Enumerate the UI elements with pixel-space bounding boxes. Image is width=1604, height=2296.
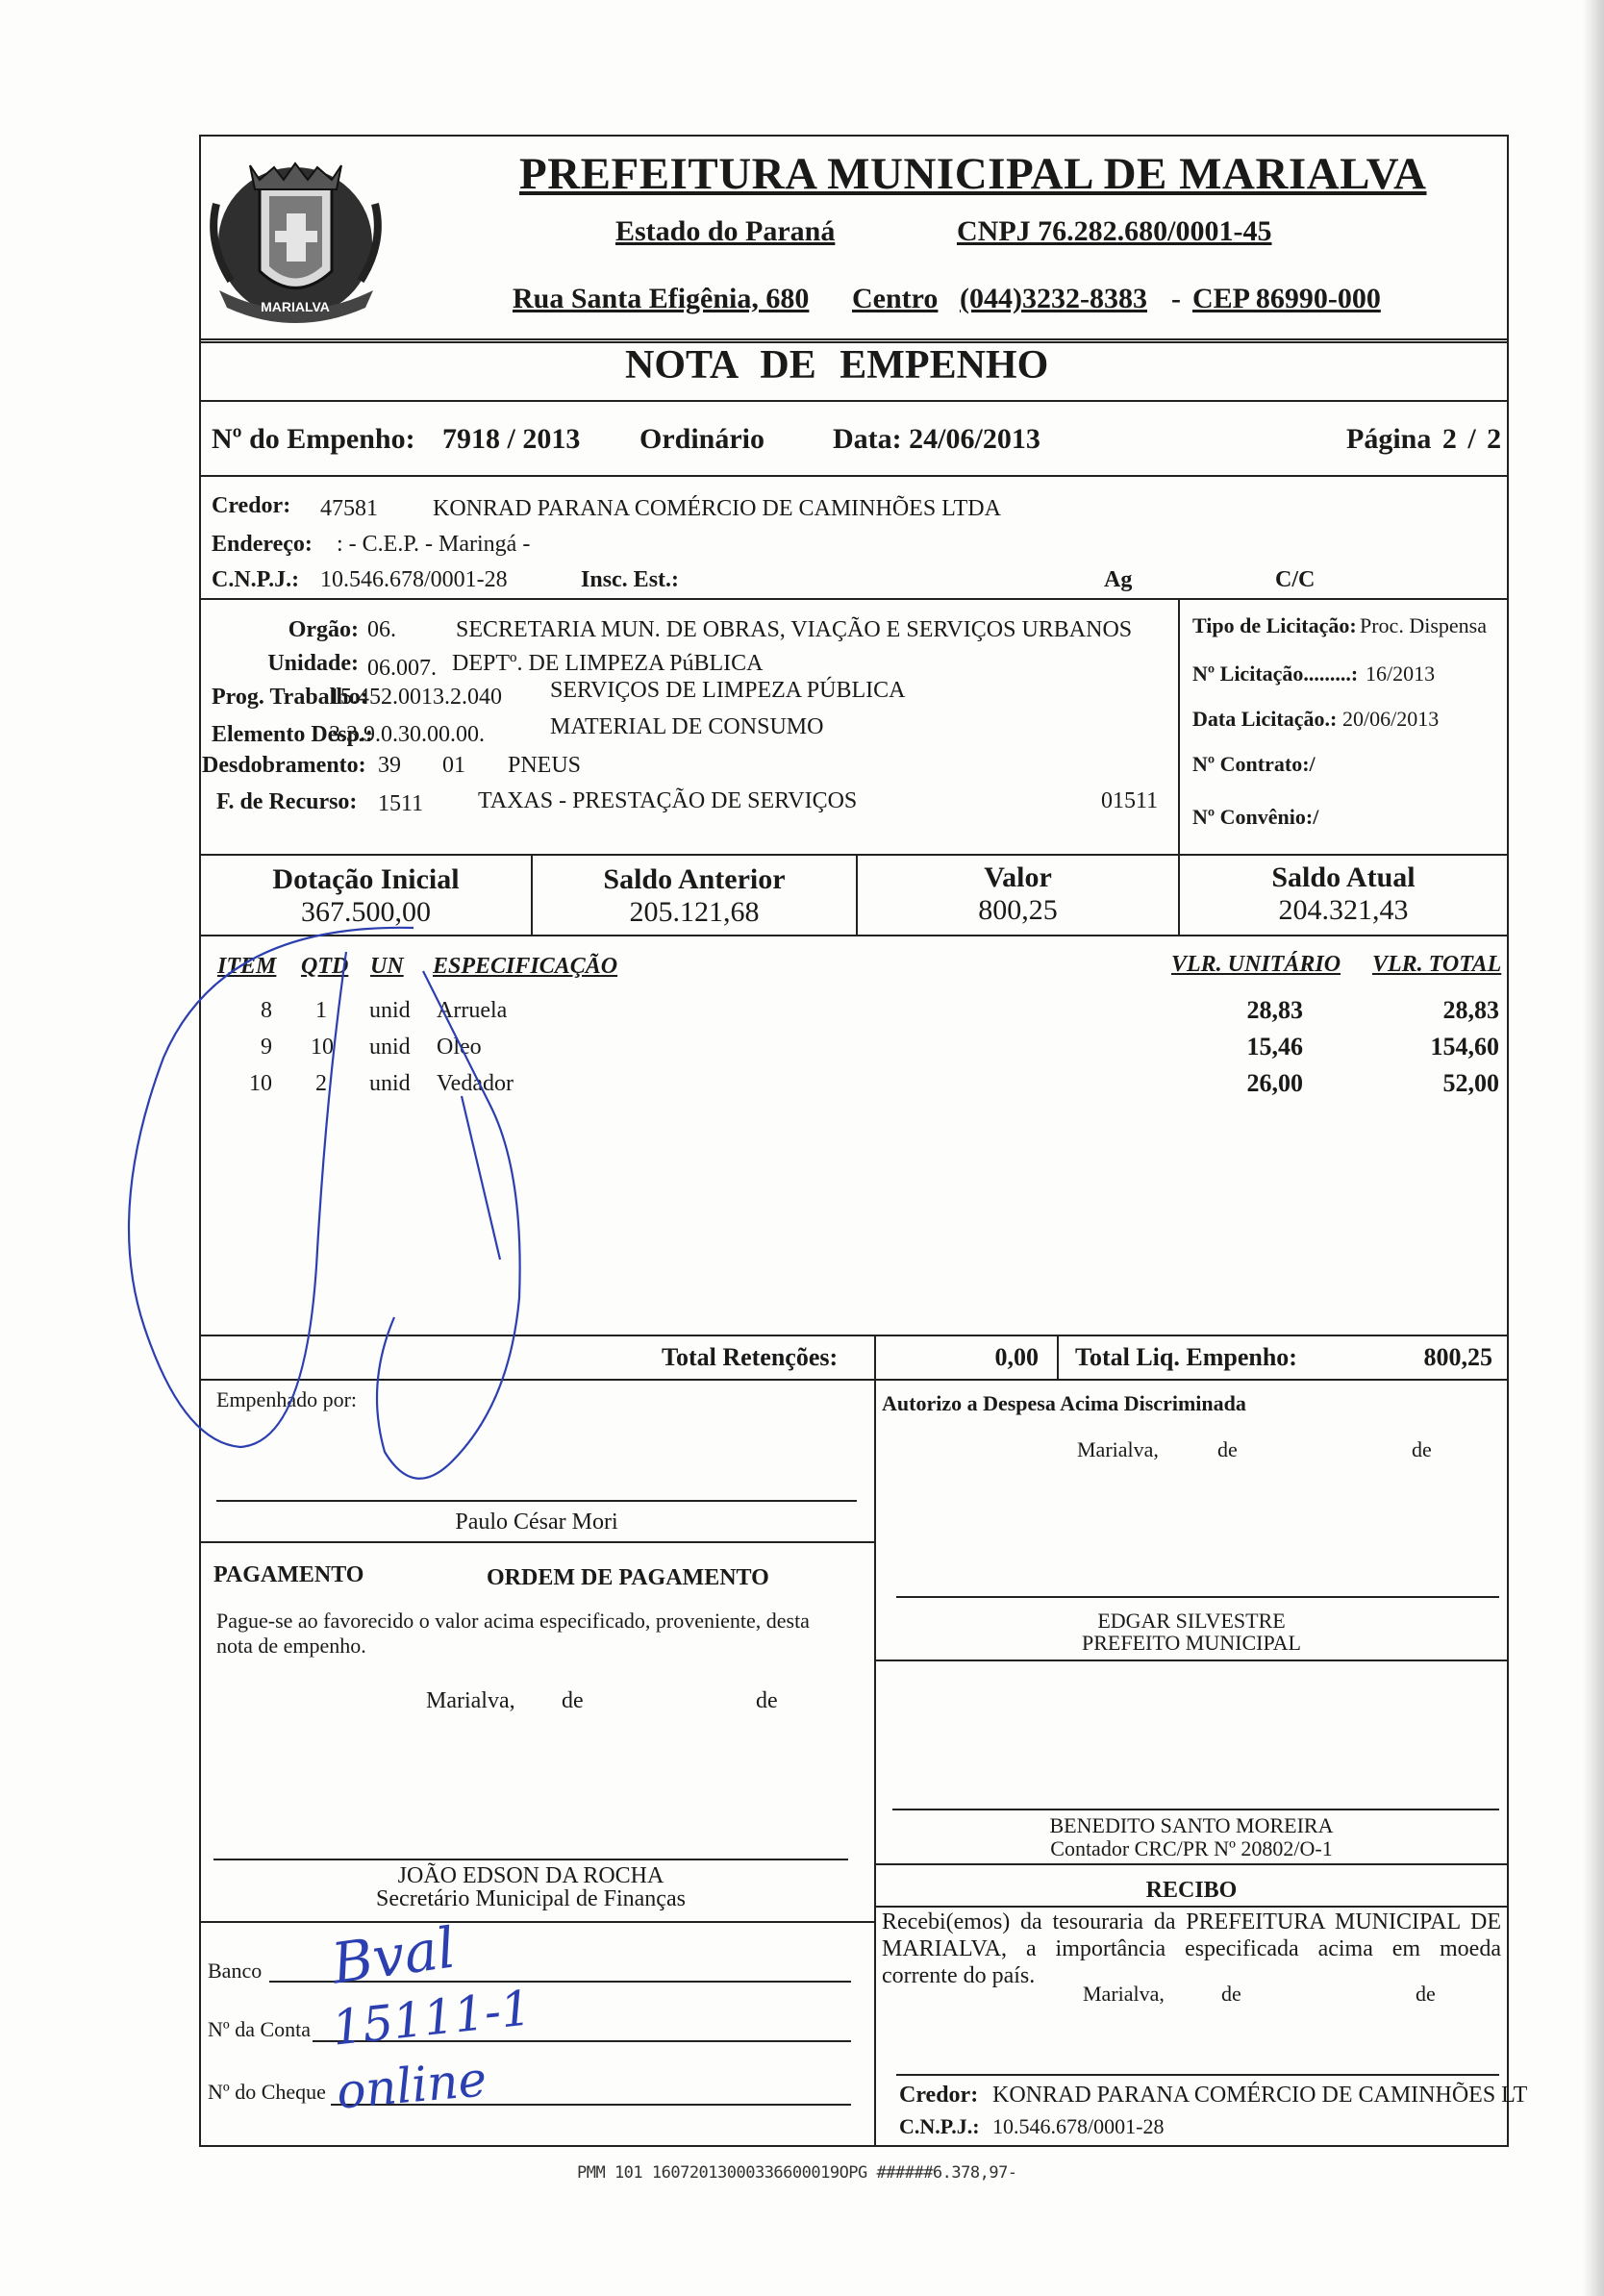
autorizo-de2: de — [1412, 1437, 1432, 1461]
col-qtd: QTD — [301, 954, 349, 979]
autorizo-label: Autorizo a Despesa Acima Discriminada — [882, 1391, 1246, 1415]
col-un: UN — [370, 954, 404, 979]
header-state: Estado do Paraná — [615, 215, 836, 247]
endereco-value: : - C.E.P. - Maringá - — [337, 532, 531, 557]
pagamento-text: Pague-se ao favorecido o valor acima especificado, proveniente, desta nota de empenho. — [216, 1609, 810, 1658]
prog-desc: SERVIÇOS DE LIMPEZA PÚBLICA — [550, 678, 906, 703]
secretario-line — [213, 1859, 848, 1860]
empenho-page: Página 2 / 2 — [1346, 423, 1502, 455]
cell-qtd: 1 — [315, 998, 327, 1023]
rec-desc: TAXAS - PRESTAÇÃO DE SERVIÇOS — [478, 788, 858, 813]
doc-title: NOTA DE EMPENHO — [625, 343, 1049, 387]
ret-label: Total Retenções: — [662, 1343, 839, 1371]
header-district: Centro — [852, 283, 939, 314]
data-licitacao-label: Data Licitação.: — [1192, 707, 1338, 731]
desd-desc: PNEUS — [508, 753, 582, 778]
desd-code: 39 — [378, 753, 401, 778]
recibo-de2: de — [1416, 1982, 1436, 2006]
desd-label: Desdobramento: — [202, 753, 366, 778]
contador-name: BENEDITO SANTO MOREIRA — [1049, 1813, 1334, 1837]
recibo-text: Recebi(emos) da tesouraria da PREFEITURA MUNICIPAL DE MARIALVA, a importância especificada acima em moeda corrente do país. — [882, 1909, 1501, 1988]
cell-unit: 15,46 — [1246, 1033, 1303, 1061]
cell-spec: Vedador — [437, 1071, 514, 1096]
header-phone: (044)3232-8383 — [960, 283, 1147, 314]
cell-un: unid — [369, 1071, 411, 1096]
recibo-line — [896, 2074, 1499, 2076]
secretario-title: Secretário Municipal de Finanças — [376, 1886, 686, 1911]
tipo-licitacao-value: Proc. Dispensa — [1360, 613, 1487, 637]
cnpj-label: C.N.P.J.: — [212, 567, 300, 592]
table-row — [199, 1035, 1509, 1065]
empenho-label: Nº do Empenho: — [212, 423, 415, 455]
credor-label: Credor: — [212, 493, 291, 518]
totals-box — [199, 1335, 1509, 1381]
cell-spec: Oleo — [437, 1035, 482, 1060]
contrato-label: Nº Contrato:/ — [1192, 752, 1316, 776]
banco-label: Banco — [208, 1959, 263, 1983]
conta-handwriting: 15111-1 — [329, 1980, 535, 2057]
atual-label: Saldo Atual — [1271, 861, 1416, 893]
header-title: PREFEITURA MUNICIPAL DE MARIALVA — [519, 149, 1427, 199]
empenho-date: Data: 24/06/2013 — [833, 423, 1040, 455]
cell-total: 52,00 — [1442, 1069, 1499, 1097]
prog-code: 15.452.0013.2.040 — [329, 685, 502, 710]
rec-label: F. de Recurso: — [216, 789, 358, 814]
autorizo-de1: de — [1217, 1437, 1238, 1461]
elem-code: 3.3.9.0.30.00.00. — [329, 722, 485, 747]
cheque-label: Nº do Cheque — [208, 2080, 326, 2104]
recibo-de1: de — [1221, 1982, 1241, 2006]
contador-title: Contador CRC/PR Nº 20802/O-1 — [1050, 1836, 1333, 1860]
recibo-title: RECIBO — [1145, 1878, 1238, 1903]
totals-div-2 — [1057, 1336, 1059, 1379]
empenho-type: Ordinário — [639, 423, 765, 455]
secretario-name: JOÃO EDSON DA ROCHA — [397, 1863, 664, 1888]
empenhado-name: Paulo César Mori — [455, 1510, 618, 1535]
rec-code: 1511 — [378, 791, 424, 816]
empenho-number: 7918 / 2013 — [442, 423, 581, 455]
ret-value: 0,00 — [994, 1343, 1039, 1371]
elem-label: Elemento Desp.: — [212, 722, 373, 747]
valor-label: Valor — [984, 861, 1052, 893]
cell-item: 8 — [261, 998, 272, 1023]
prog-label: Prog. Trabalho: — [212, 685, 368, 710]
cell-un: unid — [369, 1035, 411, 1060]
header-dash: - — [1171, 283, 1181, 314]
banco-handwriting: Bval — [327, 1914, 460, 1997]
page-edge — [1583, 0, 1604, 2296]
cnpj-value: 10.546.678/0001-28 — [320, 567, 508, 592]
rec-extra: 01511 — [1101, 788, 1159, 813]
cell-un: unid — [369, 998, 411, 1023]
cell-spec: Arruela — [437, 998, 508, 1023]
anterior-label: Saldo Anterior — [603, 863, 786, 895]
orgao-code: 06. — [367, 617, 396, 642]
header-address: Rua Santa Efigênia, 680 — [513, 283, 810, 314]
cell-qtd: 10 — [311, 1035, 334, 1060]
atual-value: 204.321,43 — [1278, 894, 1409, 926]
unidade-label: Unidade: — [267, 651, 359, 676]
recibo-sep — [876, 1906, 1507, 1908]
cell-unit: 26,00 — [1246, 1069, 1303, 1097]
credor-name: KONRAD PARANA COMÉRCIO DE CAMINHÕES LTDA — [433, 496, 1001, 521]
recibo-cnpj-label: C.N.P.J.: — [899, 2114, 980, 2138]
orcamento-divider — [1178, 600, 1180, 854]
footer-code: PMM 101 16072013000336600019OPG ######6.378,97- — [577, 2163, 1017, 2183]
contador-sep — [876, 1863, 1507, 1865]
prefeito-title: PREFEITO MUNICIPAL — [1082, 1631, 1301, 1655]
liq-value: 800,25 — [1423, 1343, 1492, 1371]
recibo-cnpj: 10.546.678/0001-28 — [992, 2114, 1165, 2138]
valor-value: 800,25 — [978, 894, 1058, 926]
items-box — [199, 935, 1509, 1336]
orgao-desc: SECRETARIA MUN. DE OBRAS, VIAÇÃO E SERVIÇOS URBANOS — [456, 617, 1133, 642]
pagamento-de1: de — [562, 1688, 584, 1713]
cell-item: 9 — [261, 1035, 272, 1060]
col-unit: VLR. UNITÁRIO — [1171, 952, 1341, 977]
crest-logo — [202, 146, 389, 337]
orgao-label: Orgão: — [288, 617, 359, 642]
pagamento-city: Marialva, — [426, 1688, 515, 1713]
empenhado-sep — [201, 1541, 874, 1543]
num-licitacao-label: Nº Licitação.........: — [1192, 661, 1359, 686]
secretario-sep — [201, 1921, 874, 1923]
prefeito-line — [896, 1596, 1499, 1598]
ag-label: Ag — [1104, 567, 1133, 592]
num-licitacao-value: 16/2013 — [1366, 661, 1436, 686]
credor-code: 47581 — [320, 496, 378, 521]
cell-item: 10 — [249, 1071, 272, 1096]
liq-label: Total Liq. Empenho: — [1075, 1343, 1297, 1371]
totals-div-1 — [874, 1336, 876, 1379]
dotacao-label: Dotação Inicial — [272, 863, 460, 895]
pagamento-label: PAGAMENTO — [213, 1562, 364, 1587]
endereco-label: Endereço: — [212, 532, 313, 557]
data-licitacao-value: 20/06/2013 — [1342, 707, 1440, 731]
dotacao-value: 367.500,00 — [301, 896, 431, 928]
cell-total: 28,83 — [1442, 996, 1499, 1024]
insc-label: Insc. Est.: — [581, 567, 680, 592]
empenhado-label: Empenhado por: — [216, 1387, 358, 1411]
pagamento-de2: de — [756, 1688, 778, 1713]
ordem-label: ORDEM DE PAGAMENTO — [487, 1565, 769, 1590]
cell-qtd: 2 — [315, 1071, 327, 1096]
cc-label: C/C — [1275, 567, 1316, 592]
header-cnpj: CNPJ 76.282.680/0001-45 — [957, 215, 1272, 247]
cheque-handwriting: online — [334, 2051, 489, 2120]
col-item: ITEM — [217, 954, 277, 979]
table-row — [199, 998, 1509, 1029]
empenhado-line — [216, 1500, 857, 1502]
convenio-label: Nº Convênio:/ — [1192, 805, 1319, 829]
col-spec: ESPECIFICAÇÃO — [433, 954, 618, 979]
unidade-code: 06.007. — [367, 656, 437, 681]
bottom-divider — [874, 1381, 876, 2145]
header-cep: CEP 86990-000 — [1192, 283, 1381, 314]
anterior-value: 205.121,68 — [629, 896, 760, 928]
col-total: VLR. TOTAL — [1372, 952, 1502, 977]
elem-desc: MATERIAL DE CONSUMO — [550, 714, 824, 739]
tipo-licitacao-label: Tipo de Licitação: — [1192, 613, 1357, 637]
desd-sub: 01 — [442, 753, 465, 778]
conta-label: Nº da Conta — [208, 2017, 312, 2041]
prefeito-sep — [876, 1660, 1507, 1661]
cell-total: 154,60 — [1430, 1033, 1499, 1061]
prefeito-name: EDGAR SILVESTRE — [1097, 1609, 1286, 1633]
unidade-desc: DEPTº. DE LIMPEZA PúBLICA — [452, 651, 764, 676]
cell-unit: 28,83 — [1246, 996, 1303, 1024]
recibo-credor-label: Credor: — [899, 2083, 979, 2108]
svg-text:MARIALVA: MARIALVA — [261, 299, 330, 314]
table-row — [199, 1071, 1509, 1102]
recibo-city: Marialva, — [1083, 1982, 1165, 2006]
autorizo-city: Marialva, — [1077, 1437, 1159, 1461]
recibo-credor: KONRAD PARANA COMÉRCIO DE CAMINHÕES LT — [992, 2083, 1528, 2108]
contador-line — [892, 1809, 1499, 1810]
